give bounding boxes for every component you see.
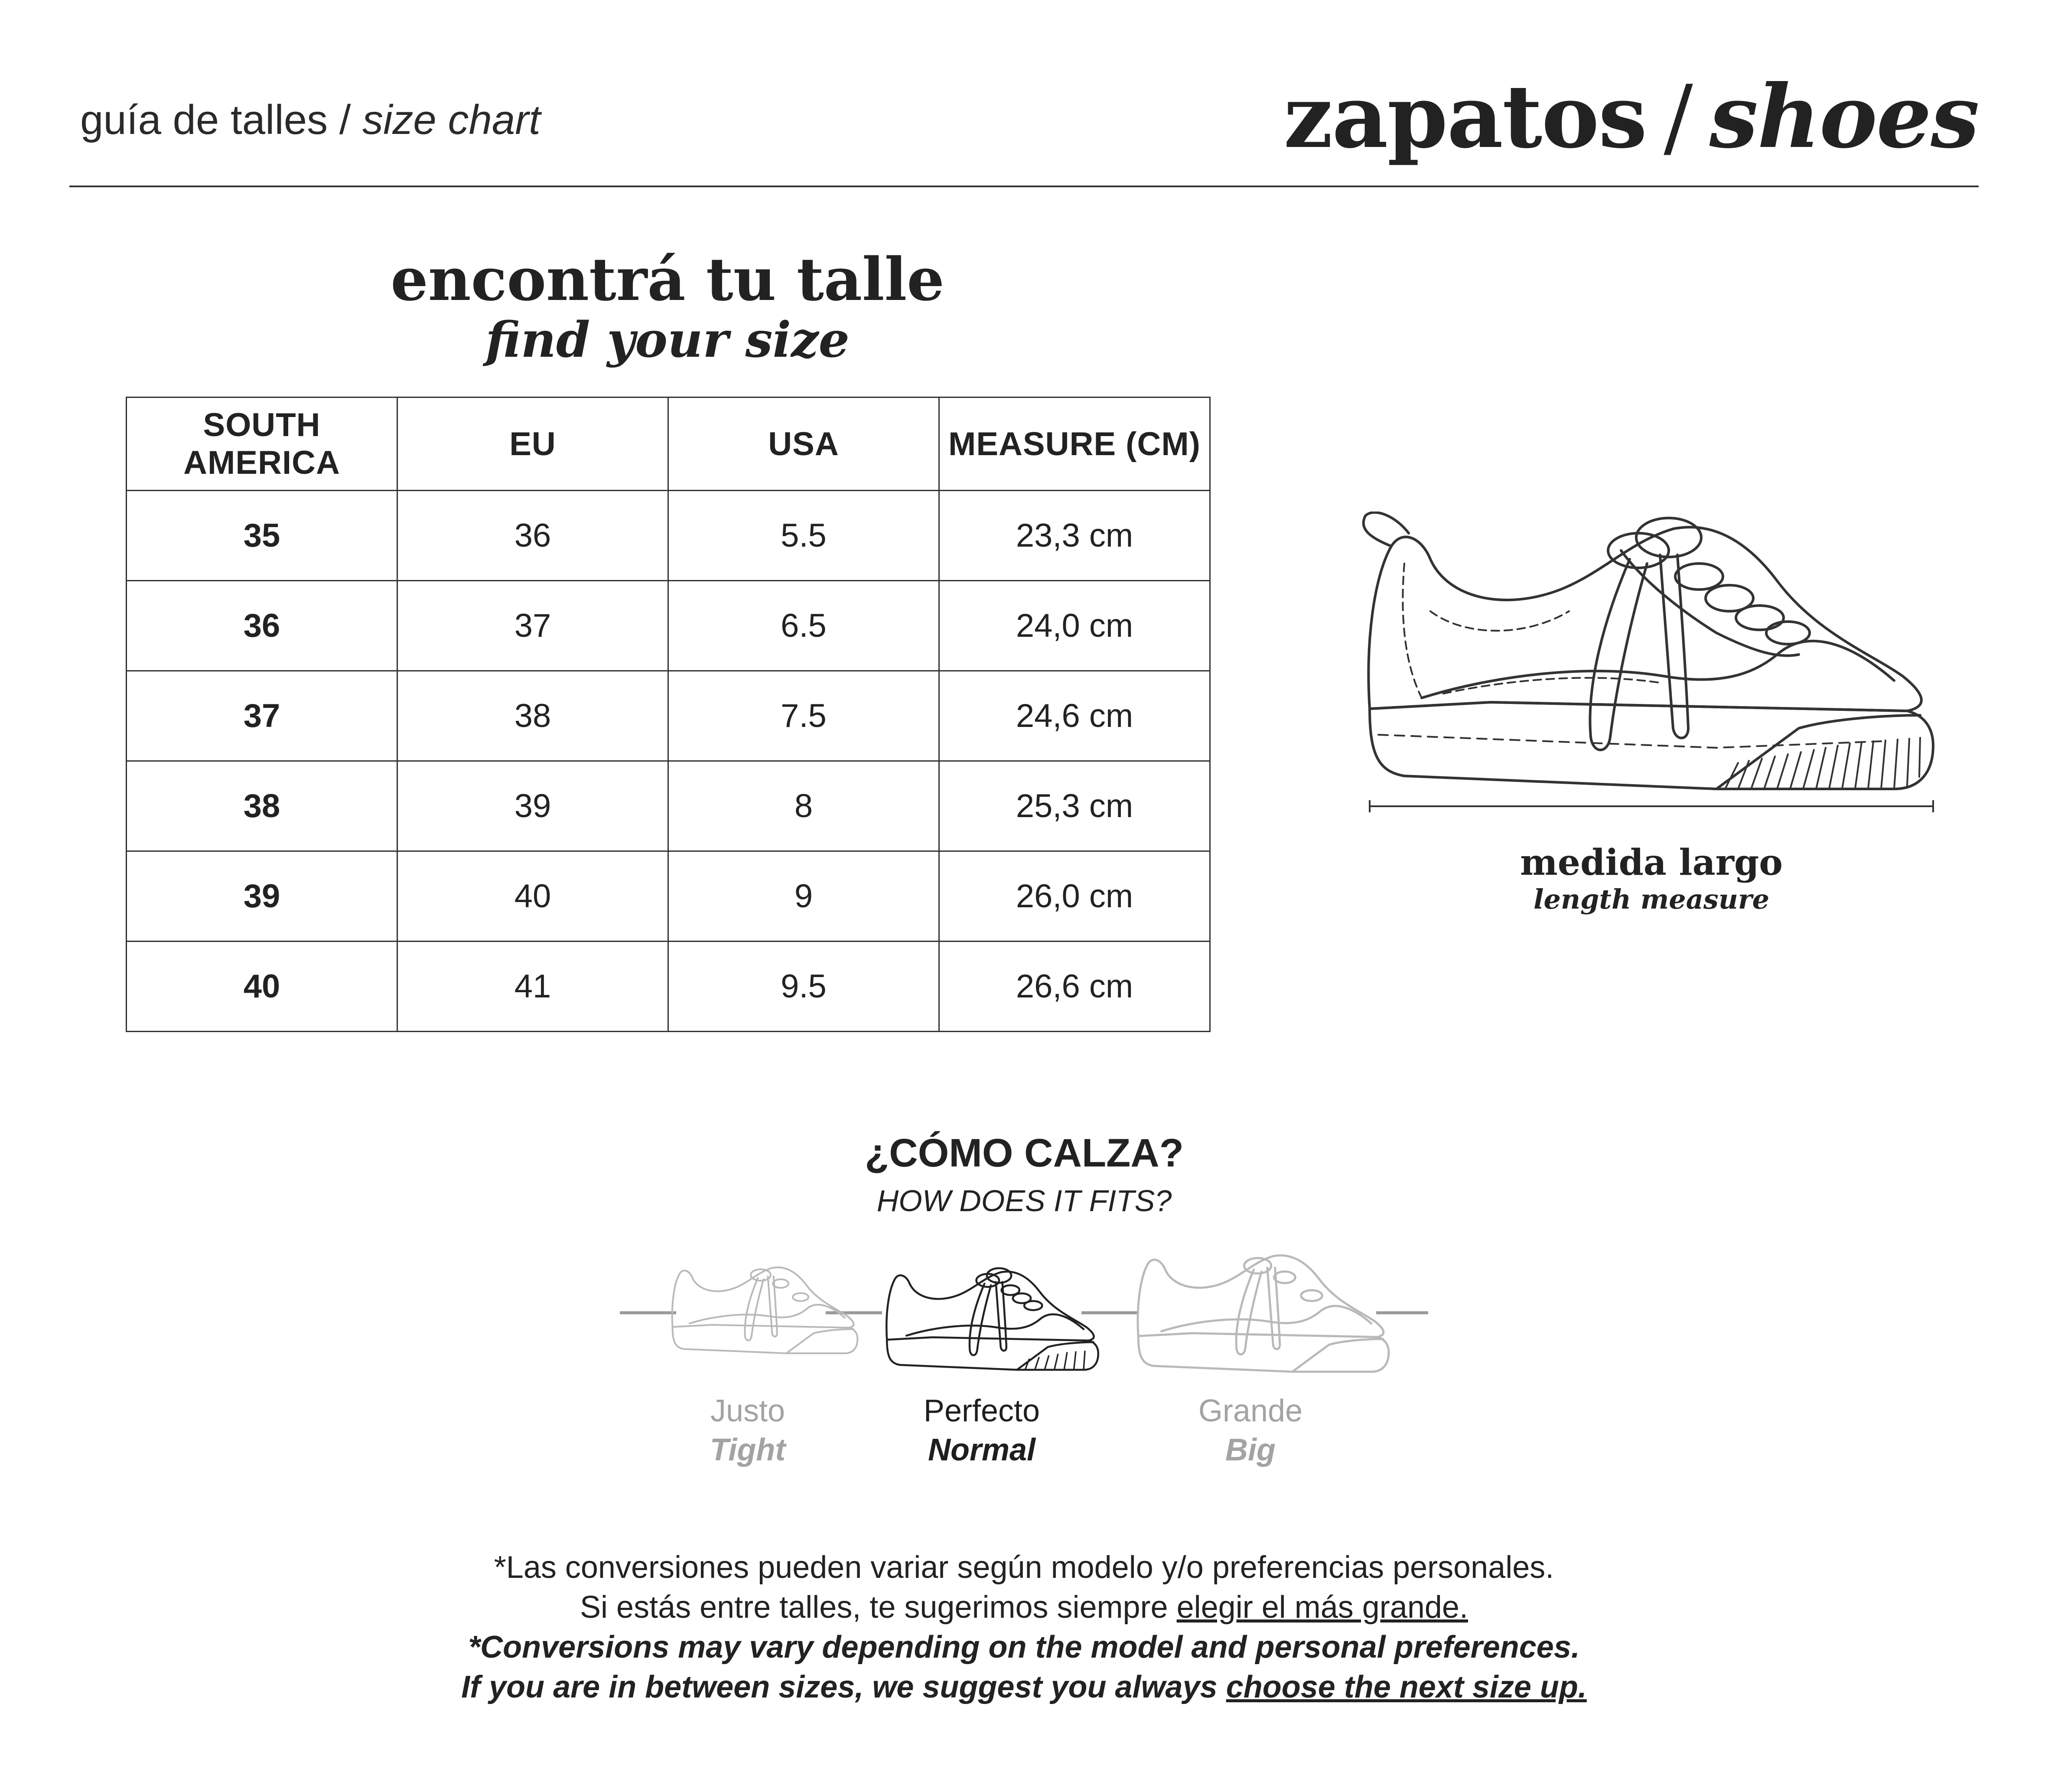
footnote-emphasis: choose the next size up.	[1226, 1670, 1587, 1704]
cell-eu: 37	[397, 581, 668, 671]
fit-option-sublabel: Normal	[928, 1433, 1036, 1467]
cell-eu: 36	[397, 491, 668, 581]
fit-option-big	[1138, 1391, 1363, 1469]
cell-usa: 5.5	[668, 491, 939, 581]
fit-scale-line	[620, 1311, 676, 1314]
cell-south-america: 37	[127, 671, 397, 761]
fit-option-sublabel: Big	[1225, 1433, 1276, 1467]
footnote-line-es-1: *Las conversiones pueden variar según modelo y/o preferencias personales.	[494, 1550, 1554, 1585]
header-south-america: SOUTH AMERICA	[127, 397, 397, 491]
table-row	[127, 851, 1210, 942]
fit-option-label: Perfecto	[923, 1394, 1040, 1428]
cell-measure: 25,3 cm	[939, 761, 1210, 851]
table-row	[127, 761, 1210, 851]
sneaker-illustration	[1361, 512, 1942, 824]
cell-south-america: 35	[127, 491, 397, 581]
footnote-line-es-2	[260, 1587, 1788, 1627]
cell-south-america: 36	[127, 581, 397, 671]
table-row	[127, 671, 1210, 761]
header-subtitle-en: size chart	[362, 97, 540, 143]
cell-measure: 23,3 cm	[939, 491, 1210, 581]
fit-option-label: Grande	[1198, 1394, 1303, 1428]
footnote-line-en-1: *Conversions may vary depending on the model and personal preferences.	[468, 1630, 1580, 1665]
length-measure-sublabel: length measure	[1533, 883, 1770, 915]
cell-usa: 8	[668, 761, 939, 851]
footnote-line-en-2	[260, 1667, 1788, 1707]
length-measure-label: medida largo	[1520, 842, 1783, 883]
cell-usa: 9	[668, 851, 939, 942]
sneaker-normal-icon	[882, 1266, 1103, 1383]
header-usa: USA	[668, 397, 939, 491]
cell-eu: 41	[397, 942, 668, 1032]
header-subtitle-es: guía de talles /	[80, 97, 351, 143]
fit-option-tight	[635, 1391, 860, 1469]
header-eu: EU	[397, 397, 668, 491]
cell-measure: 24,6 cm	[939, 671, 1210, 761]
sneaker-tight-icon	[670, 1248, 860, 1378]
cell-measure: 24,0 cm	[939, 581, 1210, 671]
footnote-text: Si estás entre talles, te sugerimos siempre	[580, 1590, 1177, 1625]
sneaker-big-icon	[1133, 1248, 1394, 1387]
fit-option-label: Justo	[710, 1394, 785, 1428]
fit-title: ¿CÓMO CALZA?	[865, 1131, 1184, 1175]
cell-usa: 7.5	[668, 671, 939, 761]
cell-measure: 26,6 cm	[939, 942, 1210, 1032]
header-measure: MEASURE (CM)	[939, 397, 1210, 491]
size-table-header-row	[127, 397, 1210, 491]
table-row	[127, 581, 1210, 671]
size-table-subtitle: find your size	[485, 312, 850, 368]
cell-usa: 9.5	[668, 942, 939, 1032]
cell-south-america: 38	[127, 761, 397, 851]
cell-eu: 38	[397, 671, 668, 761]
cell-usa: 6.5	[668, 581, 939, 671]
cell-measure: 26,0 cm	[939, 851, 1210, 942]
cell-south-america: 39	[127, 851, 397, 942]
page-title-es: zapatos	[1283, 66, 1647, 168]
cell-eu: 40	[397, 851, 668, 942]
fit-subtitle: HOW DOES IT FITS?	[876, 1184, 1172, 1218]
cell-eu: 39	[397, 761, 668, 851]
fit-option-normal	[869, 1391, 1094, 1469]
cell-south-america: 40	[127, 942, 397, 1032]
footnote-emphasis: elegir el más grande.	[1176, 1590, 1468, 1625]
table-row	[127, 491, 1210, 581]
header-divider	[69, 186, 1979, 187]
fit-option-sublabel: Tight	[710, 1433, 786, 1467]
header-subtitle	[80, 92, 540, 148]
page-title-separator: /	[1664, 67, 1692, 168]
footnote	[260, 1548, 1788, 1707]
length-measure-line	[1370, 800, 1933, 812]
page-title	[1283, 65, 1979, 169]
size-table-title: encontrá tu talle	[391, 245, 944, 314]
page-title-en: shoes	[1709, 66, 1979, 168]
footnote-text: If you are in between sizes, we suggest you always	[461, 1670, 1226, 1704]
size-table	[126, 397, 1211, 1032]
table-row	[127, 942, 1210, 1032]
